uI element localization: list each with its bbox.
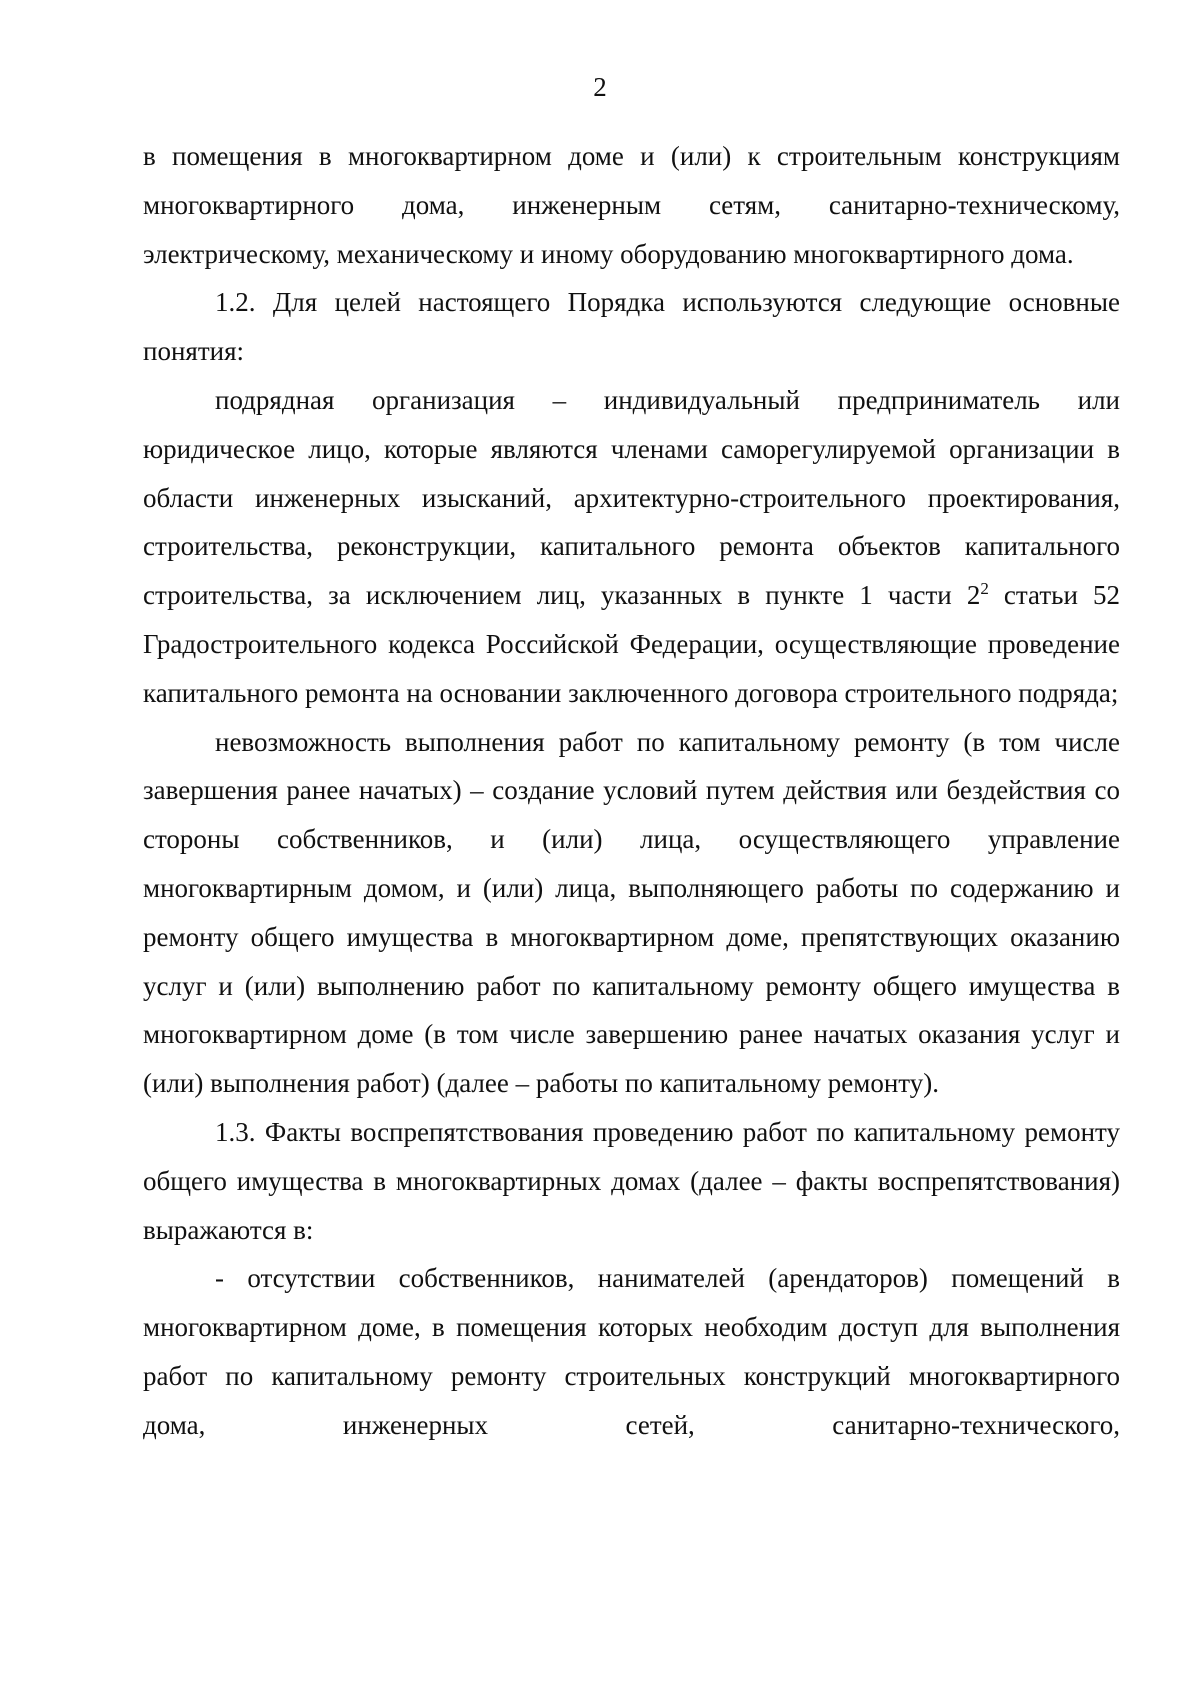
paragraph-1-2-definitions-intro: 1.2. Для целей настоящего Порядка используются следующие основные понятия: [143,287,1120,367]
paragraph-contractor-definition [143,376,1120,718]
contractor-definition-text: подрядная организация – индивидуальный предприниматель или юридическое лицо, которые являются членами саморегулируемой организации в области инженерных изысканий, архитектурно-строительного проектирования, строительства, реконструкции, капитального ремонта объектов капитального строительства, за исключением лиц, указанных в пункте 1 части 2 [143,384,1120,611]
paragraph-continuation: в помещения в многоквартирном доме и (или) к строительным конструкциям многоквартирного дома, инженерным сетям, санитарно-техническому, электрическому, механическому и иному оборудованию многоквартирного дома. [143,141,1120,269]
superscript-part-number: 2 [980,579,989,599]
paragraph-1-3-obstruction-facts: 1.3. Факты воспрепятствования проведению работ по капитальному ремонту общего имущества в многоквартирных домах (далее – факты воспрепятствования) выражаются в: [143,1116,1120,1245]
paragraph-impossibility-definition: невозможность выполнения работ по капитальному ремонту (в том числе завершения ранее начатых) – создание условий путем действия или бездействия со стороны собственников, и (или) лица, осуществляющего управление многоквартирным домом, и (или) лица, выполняющего работы по содержанию и ремонту общего имущества в многоквартирном доме, препятствующих оказанию услуг и (или) выполнению работ по капитальному ремонту общего имущества в многоквартирном доме (в том числе завершению ранее начатых оказания услуг и (или) выполнения работ) (далее – работы по капитальному ремонту). [143,726,1120,1099]
document-body [143,132,1120,1450]
paragraph-absence-of-owners: - отсутствии собственников, нанимателей (арендаторов) помещений в многоквартирном доме, в помещения которых необходим доступ для выполнения работ по капитальному ремонту строительных конструкций многоквартирного дома, инженерных сетей, санитарно-технического, [143,1263,1120,1440]
contractor-definition-text-continued: статьи 52 Градостроительного кодекса Российской Федерации, осуществляющие проведение капитального ремонта на основании заключенного договора строительного подряда; [143,580,1120,708]
page-number: 2 [593,72,607,102]
